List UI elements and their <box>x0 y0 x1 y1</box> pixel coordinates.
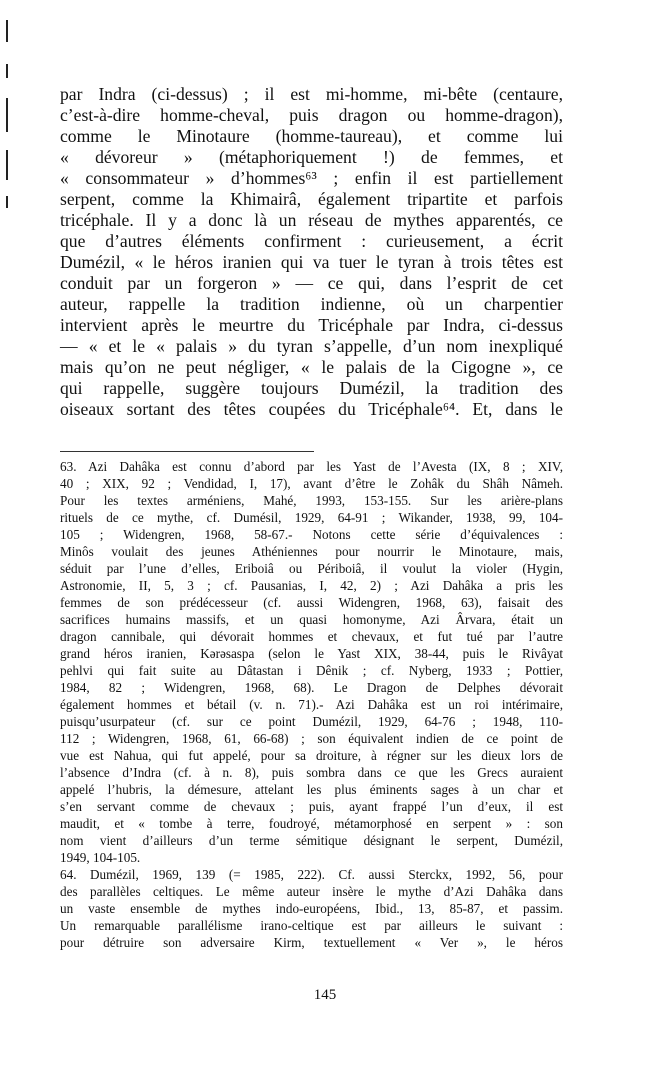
footnote-line: grand héros iranien, Kərəsaspa (selon le Yast XIX, 38-44, puis le Rivâyat <box>60 646 563 661</box>
main-text-block <box>60 84 563 420</box>
footnote-line: sacrifices humains massifs, et un quasi homonyme, Azi Ârvara, était un <box>60 612 563 627</box>
footnote-line: 40 ; XIX, 92 ; Vendidad, I, 17), avant d’être le Zohâk du Shâh Nâmeh. <box>60 476 563 491</box>
footnote-line: 63. Azi Dahâka est connu d’abord par les Yast de l’Avesta (IX, 8 ; XIV, <box>60 459 563 474</box>
footnote-line: pour détruire son adversaire Kirm, textuellement « Ver », le héros <box>60 935 563 950</box>
text-line: comme le Minotaure (homme-taureau), et comme lui <box>60 126 563 146</box>
scan-edge-mark <box>6 98 8 132</box>
text-line: « consommateur » d’hommes⁶³ ; enfin il est partiellement <box>60 168 563 188</box>
scan-edge-mark <box>6 150 8 180</box>
footnote-separator <box>60 451 314 452</box>
footnote-line: dragon cannibale, qui dévorait hommes et chevaux, et fut tué par l’autre <box>60 629 563 644</box>
text-line: par Indra (ci-dessus) ; il est mi-homme, mi-bête (centaure, <box>60 84 563 104</box>
footnote-line: pehlvi qui fait suite au Dâtastan i Dênik ; cf. Nyberg, 1933 ; Pottier, <box>60 663 563 678</box>
footnote-line: Minôs voulait des jeunes Athéniennes pour nourrir le Minotaure, mais, <box>60 544 563 559</box>
text-line: oiseaux sortant des têtes coupées du Tricéphale⁶⁴. Et, dans le <box>60 399 563 419</box>
footnote-line: séduit par l’une d’elles, Eriboiâ ou Périboiâ, il voulut la violer (Hygin, <box>60 561 563 576</box>
main-paragraph <box>60 84 563 420</box>
scan-edge-mark <box>6 20 8 42</box>
text-line: c’est-à-dire homme-cheval, puis dragon ou homme-dragon), <box>60 105 563 125</box>
text-line: que d’autres éléments confirment : curieusement, a écrit <box>60 231 563 251</box>
text-line: — « et le « palais » du tyran s’appelle, d’un nom inexpliqué <box>60 336 563 356</box>
footnote-line: rituels de ce mythe, cf. Dumésil, 1929, 64-91 ; Wikander, 1938, 99, 104- <box>60 510 563 525</box>
scan-edge-mark <box>6 64 8 78</box>
footnote-line: 105 ; Widengren, 1968, 58-67.- Notons cette série d’équivalences : <box>60 527 563 542</box>
footnote-line: vue est Nahua, qui fut appelé, pour sa droiture, à régner sur les dieux lors de <box>60 748 563 763</box>
footnote-line: un vaste ensemble de mythes indo-européens, Ibid., 13, 85-87, et passim. <box>60 901 563 916</box>
text-line: intervient après le meurtre du Tricéphale par Indra, ci-dessus <box>60 315 563 335</box>
footnote-line: 1949, 104-105. <box>60 850 141 865</box>
footnote-line: s’en servant comme de chevaux ; puis, ayant frappé l’un d’eux, il est <box>60 799 563 814</box>
text-line: Dumézil, « le héros iranien qui va tuer le tyran à trois têtes est <box>60 252 563 272</box>
footnotes-block <box>60 458 563 951</box>
footnote-line: puisqu’usurpateur (cf. sur ce point Dumézil, 1929, 64-76 ; 1948, 110- <box>60 714 563 729</box>
text-line: « dévoreur » (métaphoriquement !) de femmes, et <box>60 147 563 167</box>
footnote-line: nom vient d’ailleurs d’un terme sémitique désignant le serpent, Dumézil, <box>60 833 563 848</box>
footnote-line: appelé l’hubris, la démesure, attelant les plus éminents sages à un char et <box>60 782 563 797</box>
footnote-line: Un remarquable parallélisme irano-celtique est par ailleurs le suivant : <box>60 918 563 933</box>
footnote-line: 1984, 82 ; Widengren, 1968, 68). Le Dragon de Delphes dévorait <box>60 680 563 695</box>
footnote-line: Pour les textes arméniens, Mahé, 1993, 153-155. Sur les arière-plans <box>60 493 563 508</box>
footnote-line: des parallèles celtiques. Le même auteur insère le mythe d’Azi Dahâka dans <box>60 884 563 899</box>
page-number: 145 <box>313 987 337 1003</box>
text-line: mais qu’on ne peut négliger, « le palais de la Cigogne », ce <box>60 357 563 377</box>
text-line: conduit par un forgeron » — ce qui, dans l’esprit de cet <box>60 273 563 293</box>
footnote-line: maudit, et « tombe à terre, foudroyé, métamorphosé en serpent » : son <box>60 816 563 831</box>
footnote-line: 112 ; Widengren, 1968, 61, 66-68) ; son équivalent indien de ce point de <box>60 731 563 746</box>
footnote-line: l’absence d’Indra (cf. à n. 8), puis sombra dans ce que les Grecs auraient <box>60 765 563 780</box>
text-line: auteur, rappelle la tradition indienne, où un charpentier <box>60 294 563 314</box>
text-line: tricéphale. Il y a donc là un réseau de mythes apparentés, ce <box>60 210 563 230</box>
footnote-line: femmes de son prédécesseur (cf. aussi Widengren, 1968, 63), faisait des <box>60 595 563 610</box>
footnote-line: 64. Dumézil, 1969, 139 (= 1985, 222). Cf. aussi Sterckx, 1992, 56, pour <box>60 867 563 882</box>
footnote-line: également hommes et bétail (v. n. 71).- Azi Dahâka est un roi intérimaire, <box>60 697 563 712</box>
text-line: qui rappelle, suggère toujours Dumézil, la tradition des <box>60 378 563 398</box>
text-line: serpent, comme la Khimairâ, également tripartite et parfois <box>60 189 563 209</box>
scan-edge-mark <box>6 196 8 208</box>
footnote-line: Astronomie, II, 5, 3 ; cf. Pausanias, I, 42, 2) ; Azi Dahâka a pris les <box>60 578 563 593</box>
